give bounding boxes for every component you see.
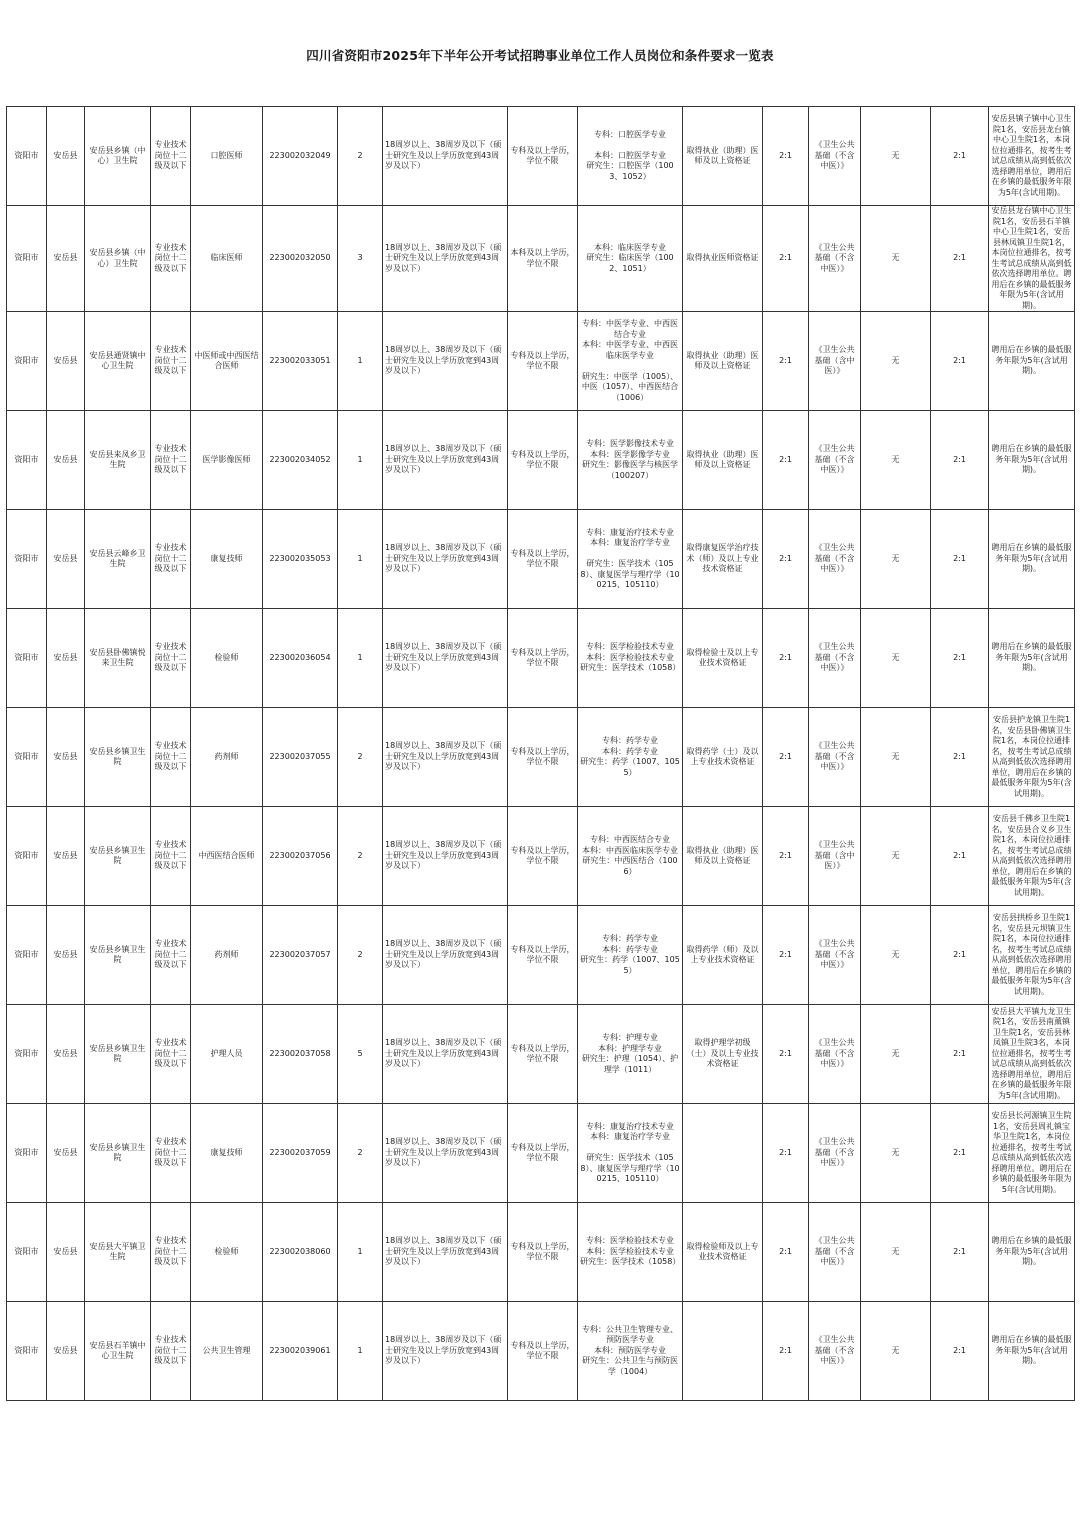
cell-extra: 无 xyxy=(861,906,931,1005)
cell-ratio: 2:1 xyxy=(763,807,809,906)
cell-extra: 无 xyxy=(861,1104,931,1203)
cell-post-type: 专业技术岗位十二级及以下 xyxy=(151,609,191,708)
cell-city: 资阳市 xyxy=(7,708,47,807)
cell-county: 安岳县 xyxy=(47,609,85,708)
cell-post-code: 223002032050 xyxy=(263,206,338,312)
cell-major: 专科：口腔医学专业 本科：口腔医学专业 研究生：口腔医学（1003、1052） xyxy=(578,107,683,206)
cell-extra: 无 xyxy=(861,1302,931,1401)
cell-education: 专科及以上学历，学位不限 xyxy=(508,807,578,906)
cell-note: 安岳县大平镇九龙卫生院1名，安岳县南薰镇卫生院1名，安岳县林凤镇卫生院3名，本岗位拉通排名，按考生考试总成绩从高到低依次选择聘用单位，聘用后在乡镇的最低服务年限为5年(含试用期)。 xyxy=(989,1005,1075,1104)
cell-unit: 安岳县乡镇卫生院 xyxy=(85,708,151,807)
cell-ratio: 2:1 xyxy=(763,1104,809,1203)
cell-count: 1 xyxy=(338,1203,383,1302)
cell-education: 专科及以上学历，学位不限 xyxy=(508,906,578,1005)
cell-post-name: 公共卫生管理 xyxy=(191,1302,263,1401)
cell-unit: 安岳县乡镇卫生院 xyxy=(85,906,151,1005)
cell-unit: 安岳县乡镇（中心）卫生院 xyxy=(85,107,151,206)
cell-post-name: 检验师 xyxy=(191,1203,263,1302)
cell-count: 3 xyxy=(338,206,383,312)
cell-ratio: 2:1 xyxy=(763,708,809,807)
cell-major: 专科：中医学专业、中西医结合专业 本科：中医学专业、中西医临床医学专业 研究生：中医学（1005）、中医（1057）、中西医结合（1006） xyxy=(578,312,683,411)
positions-table xyxy=(6,106,1075,1401)
cell-note: 聘用后在乡镇的最低服务年限为5年(含试用期)。 xyxy=(989,609,1075,708)
cell-ratio: 2:1 xyxy=(763,206,809,312)
cell-exam-subject: 《卫生公共基础（不含中医）》 xyxy=(809,1005,861,1104)
cell-education: 专科及以上学历，学位不限 xyxy=(508,1203,578,1302)
cell-unit: 安岳县乡镇卫生院 xyxy=(85,807,151,906)
cell-county: 安岳县 xyxy=(47,708,85,807)
cell-post-code: 223002037058 xyxy=(263,1005,338,1104)
cell-post-type: 专业技术岗位十二级及以下 xyxy=(151,1302,191,1401)
table-row xyxy=(7,1104,1075,1203)
cell-other-requirements: 取得康复医学治疗技术（师）及以上专业技术资格证 xyxy=(683,510,763,609)
cell-other-requirements: 取得执业（助理）医师及以上资格证 xyxy=(683,807,763,906)
table-row xyxy=(7,708,1075,807)
cell-exam-subject: 《卫生公共基础（含中医）》 xyxy=(809,312,861,411)
cell-note: 安岳县护龙镇卫生院1名，安岳县卧佛镇卫生院1名，本岗位拉通排名，按考生考试总成绩从高到低依次选择聘用单位，聘用后在乡镇的最低服务年限为5年(含试用期)。 xyxy=(989,708,1075,807)
cell-education: 专科及以上学历，学位不限 xyxy=(508,107,578,206)
cell-ratio: 2:1 xyxy=(763,1302,809,1401)
cell-exam-subject: 《卫生公共基础（不含中医）》 xyxy=(809,708,861,807)
cell-ratio: 2:1 xyxy=(763,609,809,708)
cell-exam-subject: 《卫生公共基础（不含中医）》 xyxy=(809,510,861,609)
cell-note: 安岳县长河源镇卫生院1名，安岳县周礼镇宝华卫生院1名，本岗位拉通排名，按考生考试总成绩从高到低依次选择聘用单位。聘用后在乡镇的最低服务年限为5年(含试用期)。 xyxy=(989,1104,1075,1203)
cell-major: 专科：公共卫生管理专业、预防医学专业 本科：预防医学专业 研究生：公共卫生与预防医学（1004） xyxy=(578,1302,683,1401)
cell-city: 资阳市 xyxy=(7,312,47,411)
table-row xyxy=(7,206,1075,312)
cell-other-requirements: 取得执业（助理）医师及以上资格证 xyxy=(683,312,763,411)
cell-education: 专科及以上学历，学位不限 xyxy=(508,609,578,708)
cell-post-name: 康复技师 xyxy=(191,510,263,609)
cell-post-name: 医学影像医师 xyxy=(191,411,263,510)
cell-extra: 无 xyxy=(861,1203,931,1302)
table-row xyxy=(7,609,1075,708)
cell-post-code: 223002036054 xyxy=(263,609,338,708)
cell-other-requirements: 取得药学（士）及以上专业技术资格证 xyxy=(683,708,763,807)
cell-age: 18周岁以上、38周岁及以下（硕士研究生及以上学历放宽到43周岁及以下） xyxy=(383,510,508,609)
cell-age: 18周岁以上、38周岁及以下（硕士研究生及以上学历放宽到43周岁及以下） xyxy=(383,1104,508,1203)
cell-post-code: 223002039061 xyxy=(263,1302,338,1401)
cell-note: 安岳县千佛乡卫生院1名，安岳县合义乡卫生院1名，本岗位拉通排名，按考生考试总成绩从高到低依次选择聘用单位，聘用后在乡镇的最低服务年限为5年(含试用期)。 xyxy=(989,807,1075,906)
table-row xyxy=(7,411,1075,510)
page-title: 四川省资阳市2025年下半年公开考试招聘事业单位工作人员岗位和条件要求一览表 xyxy=(306,48,774,63)
cell-ratio-2: 2:1 xyxy=(931,708,989,807)
cell-post-name: 中西医结合医师 xyxy=(191,807,263,906)
cell-note: 聘用后在乡镇的最低服务年限为5年(含试用期)。 xyxy=(989,1203,1075,1302)
table-row xyxy=(7,510,1075,609)
cell-major: 专科：康复治疗技术专业 本科：康复治疗学专业 研究生：医学技术（1058）、康复医学与理疗学（100215、105110） xyxy=(578,1104,683,1203)
cell-note: 聘用后在乡镇的最低服务年限为5年(含试用期)。 xyxy=(989,312,1075,411)
cell-unit: 安岳县石羊镇中心卫生院 xyxy=(85,1302,151,1401)
cell-age: 18周岁以上、38周岁及以下（硕士研究生及以上学历放宽到43周岁及以下） xyxy=(383,411,508,510)
cell-age: 18周岁以上、38周岁及以下（硕士研究生及以上学历放宽到43周岁及以下） xyxy=(383,1302,508,1401)
cell-ratio: 2:1 xyxy=(763,510,809,609)
cell-education: 本科及以上学历，学位不限 xyxy=(508,206,578,312)
cell-unit: 安岳县大平镇卫生院 xyxy=(85,1203,151,1302)
cell-city: 资阳市 xyxy=(7,1104,47,1203)
cell-other-requirements: 取得检验士及以上专业技术资格证 xyxy=(683,609,763,708)
cell-post-name: 康复技师 xyxy=(191,1104,263,1203)
cell-city: 资阳市 xyxy=(7,206,47,312)
cell-ratio-2: 2:1 xyxy=(931,1104,989,1203)
cell-post-name: 临床医师 xyxy=(191,206,263,312)
cell-age: 18周岁以上、38周岁及以下（硕士研究生及以上学历放宽到43周岁及以下） xyxy=(383,1005,508,1104)
cell-age: 18周岁以上、38周岁及以下（硕士研究生及以上学历放宽到43周岁及以下） xyxy=(383,708,508,807)
cell-ratio-2: 2:1 xyxy=(931,107,989,206)
table-row xyxy=(7,107,1075,206)
cell-ratio-2: 2:1 xyxy=(931,206,989,312)
cell-exam-subject: 《卫生公共基础（不含中医）》 xyxy=(809,609,861,708)
cell-post-code: 223002038060 xyxy=(263,1203,338,1302)
cell-city: 资阳市 xyxy=(7,1302,47,1401)
cell-age: 18周岁以上、38周岁及以下（硕士研究生及以上学历放宽到43周岁及以下） xyxy=(383,312,508,411)
cell-ratio-2: 2:1 xyxy=(931,510,989,609)
cell-county: 安岳县 xyxy=(47,411,85,510)
cell-post-type: 专业技术岗位十二级及以下 xyxy=(151,510,191,609)
cell-major: 专科：中西医结合专业 本科：中西医临床医学专业 研究生：中西医结合（1006） xyxy=(578,807,683,906)
cell-exam-subject: 《卫生公共基础（不含中医）》 xyxy=(809,411,861,510)
cell-count: 2 xyxy=(338,107,383,206)
cell-count: 2 xyxy=(338,807,383,906)
cell-city: 资阳市 xyxy=(7,807,47,906)
cell-post-code: 223002032049 xyxy=(263,107,338,206)
cell-major: 专科：康复治疗技术专业 本科：康复治疗学专业 研究生：医学技术（1058）、康复医学与理疗学（100215、105110） xyxy=(578,510,683,609)
cell-post-name: 口腔医师 xyxy=(191,107,263,206)
cell-age: 18周岁以上、38周岁及以下（硕士研究生及以上学历放宽到43周岁及以下） xyxy=(383,807,508,906)
cell-ratio: 2:1 xyxy=(763,1203,809,1302)
cell-city: 资阳市 xyxy=(7,107,47,206)
cell-post-name: 药剂师 xyxy=(191,708,263,807)
table-row xyxy=(7,807,1075,906)
cell-major: 专科：医学检验技术专业 本科：医学检验技术专业 研究生：医学技术（1058） xyxy=(578,609,683,708)
cell-post-code: 223002034052 xyxy=(263,411,338,510)
cell-major: 专科：医学检验技术专业 本科：医学检验技术专业 研究生：医学技术（1058） xyxy=(578,1203,683,1302)
cell-education: 专科及以上学历，学位不限 xyxy=(508,411,578,510)
cell-age: 18周岁以上、38周岁及以下（硕士研究生及以上学历放宽到43周岁及以下） xyxy=(383,107,508,206)
table-row xyxy=(7,1203,1075,1302)
cell-unit: 安岳县卧佛镇悦来卫生院 xyxy=(85,609,151,708)
cell-age: 18周岁以上、38周岁及以下（硕士研究生及以上学历放宽到43周岁及以下） xyxy=(383,609,508,708)
cell-count: 1 xyxy=(338,411,383,510)
cell-post-code: 223002037056 xyxy=(263,807,338,906)
cell-post-code: 223002037057 xyxy=(263,906,338,1005)
cell-city: 资阳市 xyxy=(7,609,47,708)
cell-city: 资阳市 xyxy=(7,1005,47,1104)
cell-ratio-2: 2:1 xyxy=(931,609,989,708)
cell-other-requirements: 取得执业（助理）医师及以上资格证 xyxy=(683,411,763,510)
cell-ratio-2: 2:1 xyxy=(931,1203,989,1302)
cell-post-code: 223002033051 xyxy=(263,312,338,411)
cell-count: 1 xyxy=(338,510,383,609)
cell-city: 资阳市 xyxy=(7,411,47,510)
cell-exam-subject: 《卫生公共基础（含中医）》 xyxy=(809,807,861,906)
cell-post-type: 专业技术岗位十二级及以下 xyxy=(151,411,191,510)
cell-ratio-2: 2:1 xyxy=(931,1302,989,1401)
cell-education: 专科及以上学历，学位不限 xyxy=(508,1005,578,1104)
cell-county: 安岳县 xyxy=(47,1104,85,1203)
cell-ratio: 2:1 xyxy=(763,1005,809,1104)
cell-post-type: 专业技术岗位十二级及以下 xyxy=(151,807,191,906)
cell-education: 专科及以上学历，学位不限 xyxy=(508,708,578,807)
cell-exam-subject: 《卫生公共基础（不含中医）》 xyxy=(809,107,861,206)
cell-unit: 安岳县乡镇卫生院 xyxy=(85,1005,151,1104)
cell-county: 安岳县 xyxy=(47,312,85,411)
cell-other-requirements: 取得护理学初级（士）及以上专业技术资格证 xyxy=(683,1005,763,1104)
cell-county: 安岳县 xyxy=(47,1302,85,1401)
cell-extra: 无 xyxy=(861,206,931,312)
cell-post-type: 专业技术岗位十二级及以下 xyxy=(151,1203,191,1302)
cell-ratio: 2:1 xyxy=(763,107,809,206)
cell-post-type: 专业技术岗位十二级及以下 xyxy=(151,906,191,1005)
cell-ratio-2: 2:1 xyxy=(931,807,989,906)
cell-post-name: 护理人员 xyxy=(191,1005,263,1104)
cell-exam-subject: 《卫生公共基础（不含中医）》 xyxy=(809,1302,861,1401)
cell-major: 专科：药学专业 本科：药学专业 研究生：药学（1007、1055） xyxy=(578,708,683,807)
cell-county: 安岳县 xyxy=(47,1203,85,1302)
cell-unit: 安岳县乡镇（中心）卫生院 xyxy=(85,206,151,312)
cell-unit: 安岳县乡镇卫生院 xyxy=(85,1104,151,1203)
cell-ratio-2: 2:1 xyxy=(931,411,989,510)
cell-other-requirements: 取得执业医师资格证 xyxy=(683,206,763,312)
cell-other-requirements xyxy=(683,1302,763,1401)
cell-age: 18周岁以上、38周岁及以下（硕士研究生及以上学历放宽到43周岁及以下） xyxy=(383,906,508,1005)
cell-extra: 无 xyxy=(861,510,931,609)
cell-county: 安岳县 xyxy=(47,107,85,206)
cell-other-requirements xyxy=(683,1104,763,1203)
cell-note: 聘用后在乡镇的最低服务年限为5年(含试用期)。 xyxy=(989,510,1075,609)
table-row xyxy=(7,1005,1075,1104)
cell-ratio-2: 2:1 xyxy=(931,312,989,411)
table-row xyxy=(7,1302,1075,1401)
cell-post-type: 专业技术岗位十二级及以下 xyxy=(151,1104,191,1203)
cell-city: 资阳市 xyxy=(7,1203,47,1302)
cell-count: 2 xyxy=(338,708,383,807)
table-row xyxy=(7,312,1075,411)
cell-post-name: 药剂师 xyxy=(191,906,263,1005)
cell-ratio: 2:1 xyxy=(763,312,809,411)
cell-other-requirements: 取得执业（助理）医师及以上资格证 xyxy=(683,107,763,206)
cell-note: 聘用后在乡镇的最低服务年限为5年(含试用期)。 xyxy=(989,411,1075,510)
cell-ratio: 2:1 xyxy=(763,906,809,1005)
cell-exam-subject: 《卫生公共基础（不含中医）》 xyxy=(809,906,861,1005)
cell-major: 专科：药学专业 本科：药学专业 研究生：药学（1007、1055） xyxy=(578,906,683,1005)
cell-exam-subject: 《卫生公共基础（不含中医）》 xyxy=(809,206,861,312)
cell-major: 专科：医学影像技术专业 本科：医学影像学专业 研究生：影像医学与核医学（100207） xyxy=(578,411,683,510)
cell-post-name: 中医师或中西医结合医师 xyxy=(191,312,263,411)
cell-count: 1 xyxy=(338,609,383,708)
cell-post-code: 223002037055 xyxy=(263,708,338,807)
cell-count: 1 xyxy=(338,312,383,411)
cell-ratio: 2:1 xyxy=(763,411,809,510)
cell-county: 安岳县 xyxy=(47,807,85,906)
cell-extra: 无 xyxy=(861,411,931,510)
cell-note: 安岳县龙台镇中心卫生院1名，安岳县石羊镇中心卫生院1名，安岳县林凤镇卫生院1名，本岗位拉通排名，按考生考试总成绩从高到低依次选择聘用单位。聘用后在乡镇的最低服务年限为5年(含试用期)。 xyxy=(989,206,1075,312)
cell-exam-subject: 《卫生公共基础（不含中医）》 xyxy=(809,1104,861,1203)
cell-education: 专科及以上学历，学位不限 xyxy=(508,510,578,609)
cell-age: 18周岁以上、38周岁及以下（硕士研究生及以上学历放宽到43周岁及以下） xyxy=(383,1203,508,1302)
cell-education: 专科及以上学历，学位不限 xyxy=(508,312,578,411)
cell-count: 1 xyxy=(338,1302,383,1401)
cell-note: 安岳县镇子镇中心卫生院1名，安岳县龙台镇中心卫生院1名，本岗位拉通排名，按考生考试总成绩从高到低依次选择聘用单位，聘用后在乡镇的最低服务年限为5年(含试用期)。 xyxy=(989,107,1075,206)
cell-unit: 安岳县云峰乡卫生院 xyxy=(85,510,151,609)
cell-extra: 无 xyxy=(861,1005,931,1104)
cell-post-type: 专业技术岗位十二级及以下 xyxy=(151,312,191,411)
cell-post-type: 专业技术岗位十二级及以下 xyxy=(151,1005,191,1104)
cell-county: 安岳县 xyxy=(47,510,85,609)
table-row xyxy=(7,906,1075,1005)
cell-age: 18周岁以上、38周岁及以下（硕士研究生及以上学历放宽到43周岁及以下） xyxy=(383,206,508,312)
cell-education: 专科及以上学历，学位不限 xyxy=(508,1302,578,1401)
cell-county: 安岳县 xyxy=(47,1005,85,1104)
cell-city: 资阳市 xyxy=(7,510,47,609)
cell-note: 聘用后在乡镇的最低服务年限为5年(含试用期)。 xyxy=(989,1302,1075,1401)
cell-unit: 安岳县来凤乡卫生院 xyxy=(85,411,151,510)
cell-post-name: 检验师 xyxy=(191,609,263,708)
cell-exam-subject: 《卫生公共基础（不含中医）》 xyxy=(809,1203,861,1302)
cell-major: 本科：临床医学专业 研究生：临床医学（1002、1051） xyxy=(578,206,683,312)
cell-post-type: 专业技术岗位十二级及以下 xyxy=(151,206,191,312)
cell-post-type: 专业技术岗位十二级及以下 xyxy=(151,708,191,807)
cell-education: 专科及以上学历，学位不限 xyxy=(508,1104,578,1203)
cell-other-requirements: 取得药学（师）及以上专业技术资格证 xyxy=(683,906,763,1005)
cell-ratio-2: 2:1 xyxy=(931,906,989,1005)
cell-post-code: 223002035053 xyxy=(263,510,338,609)
cell-other-requirements: 取得检验师及以上专业技术资格证 xyxy=(683,1203,763,1302)
cell-post-code: 223002037059 xyxy=(263,1104,338,1203)
cell-count: 2 xyxy=(338,1104,383,1203)
cell-count: 5 xyxy=(338,1005,383,1104)
cell-county: 安岳县 xyxy=(47,206,85,312)
cell-unit: 安岳县通贤镇中心卫生院 xyxy=(85,312,151,411)
cell-count: 2 xyxy=(338,906,383,1005)
cell-extra: 无 xyxy=(861,107,931,206)
cell-city: 资阳市 xyxy=(7,906,47,1005)
cell-ratio-2: 2:1 xyxy=(931,1005,989,1104)
cell-extra: 无 xyxy=(861,708,931,807)
cell-note: 安岳县拱桥乡卫生院1名，安岳县元坝镇卫生院1名，本岗位拉通排名，按考生考试总成绩从高到低依次选择聘用单位，聘用后在乡镇的最低服务年限为5年(含试用期)。 xyxy=(989,906,1075,1005)
cell-major: 专科：护理专业 本科：护理学专业 研究生：护理（1054）、护理学（1011） xyxy=(578,1005,683,1104)
cell-post-type: 专业技术岗位十二级及以下 xyxy=(151,107,191,206)
cell-county: 安岳县 xyxy=(47,906,85,1005)
cell-extra: 无 xyxy=(861,609,931,708)
cell-extra: 无 xyxy=(861,807,931,906)
cell-extra: 无 xyxy=(861,312,931,411)
